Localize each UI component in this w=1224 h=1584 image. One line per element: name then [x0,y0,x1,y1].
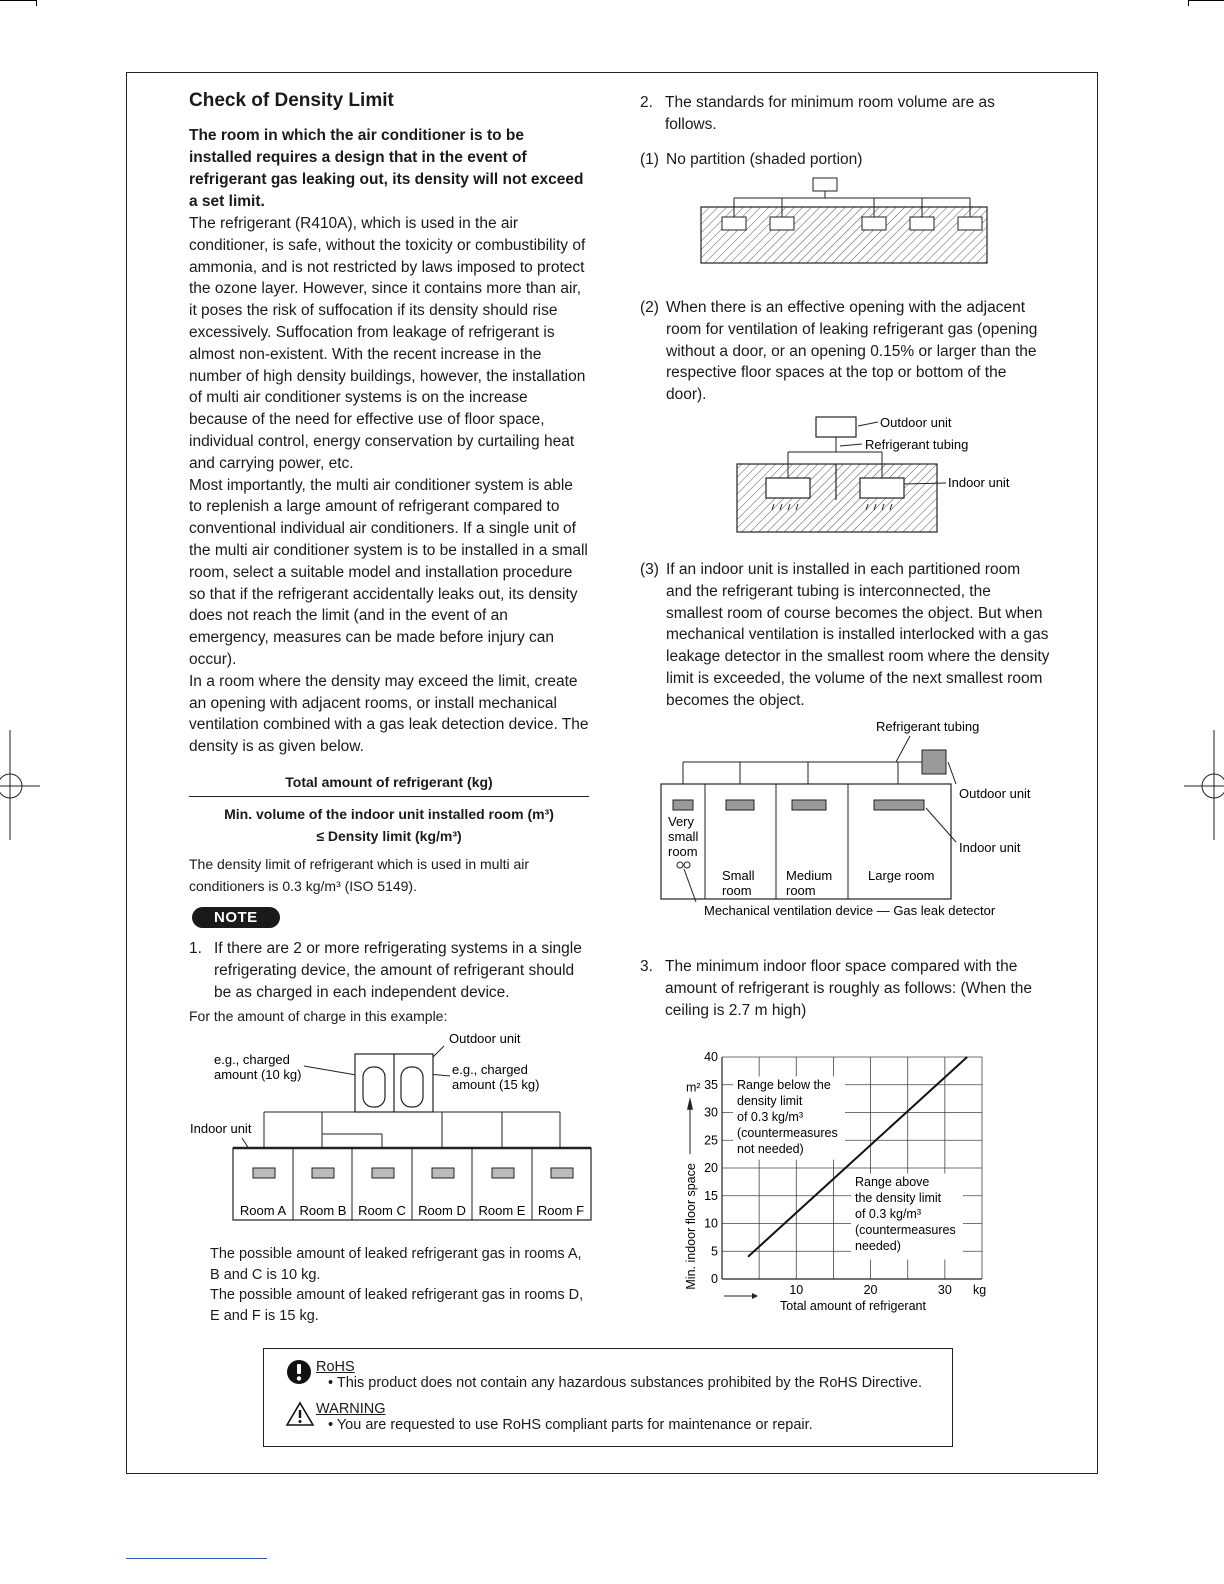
body-paragraph-1: The refrigerant (R410A), which is used in the air conditioner, is safe, without the toxicity or combustibility of ammonia, and is not restricted by laws imposed to protect the ozone layer. However, since it contains more than air, it poses the risk of suffocation if its density should rise excessively. Suffocation from leakage of refrigerant is almost non-existent. With the recent increase in the number of high density buildings, however, the installation of multi air conditioner systems is on the increase because of the need for effective use of floor space, individual control, energy conservation by curtailing heat and carrying power, etc. [189,215,586,472]
sub-item-3-block [640,559,1050,712]
indoor-unit-room-f [551,1168,573,1178]
rohs-notice-box [263,1348,953,1447]
left-column [189,90,589,1027]
chart-y-tick-label: 20 [704,1161,718,1175]
crop-mark-top-right [1188,0,1224,1]
diagram1-charged-10-line2: amount (10 kg) [214,1067,302,1082]
right-column [640,92,1050,170]
footer-rule [126,1558,267,1559]
room-c-label: Room C [358,1203,406,1218]
formula-numerator: Total amount of refrigerant (kg) [189,774,589,797]
chart-y-tick-label: 25 [704,1133,718,1148]
chart-y-unit: m² [686,1080,701,1095]
outdoor-unit-box [813,178,837,191]
chart-annotation-lower-line5: needed) [855,1238,901,1253]
chart-x-tick-label: 20 [863,1283,878,1297]
note-item-1 [189,938,589,1003]
rohs-heading: RoHS [316,1359,355,1375]
formula-denominator-line-1: Min. volume of the indoor unit installed room (m³) [224,805,554,822]
chart-annotation-lower-line4: (countermeasures [855,1222,956,1237]
room-a-label: Room A [239,1203,287,1218]
item-3-text: The minimum indoor floor space compared with the amount of refrigerant is roughly as follows: (When the ceiling is 2.7 m high) [665,958,1033,1019]
small-room-line1: Small [722,868,755,883]
diagram1-charged-15-line1: e.g., charged [452,1062,528,1077]
note-badge: NOTE [192,907,280,928]
compressor-15kg [401,1067,423,1107]
shaded-room [701,207,987,263]
sub-item-1 [640,149,1050,171]
very-small-room-line1: Very [668,814,695,829]
sub-item-3-number: (3) [640,561,659,578]
page-title: Check of Density Limit [189,90,394,111]
warning-triangle-icon [286,1401,314,1427]
rohs-row [286,1359,922,1391]
chart-annotation-upper-line3: of 0.3 kg/m³ [737,1109,803,1124]
leader-line [304,1066,362,1076]
no-partition-diagram [698,176,992,268]
warning-text: • You are requested to use RoHS compliant parts for maintenance or repair. [328,1417,813,1433]
indoor-unit-room-a [253,1168,275,1178]
item-2-number: 2. [640,94,653,111]
rohs-text: • This product does not contain any hazardous substances prohibited by the RoHS Directive. [328,1375,923,1391]
leader-line [432,1046,444,1058]
chart-annotation-lower-line3: of 0.3 kg/m³ [855,1206,921,1221]
indoor-unit-room-e [492,1168,514,1178]
leak-note-def: The possible amount of leaked refrigerant gas in rooms D, E and F is 15 kg. [210,1287,584,1324]
exclamation-icon [286,1359,312,1385]
density-limit-text: The density limit of refrigerant which is used in multi air conditioners is 0.3 kg/m³ (ISO 5149). [189,855,530,894]
indoor-unit-small [726,800,754,810]
crop-mark-top-left [0,0,36,1]
item-3-number: 3. [640,958,653,975]
sub-item-2 [640,297,1050,406]
chart-y-label: Min. indoor floor space [684,1163,698,1290]
indoor-unit-room-c [372,1168,394,1178]
partitioned-rooms-diagram [652,716,1052,926]
sub-item-2-number: (2) [640,299,659,316]
sub-item-3-text: If an indoor unit is installed in each partitioned room and the refrigerant tubing is interconnected, the smallest room of course becomes the object. But when mechanical ventilation is installed interlocked with a gas leakage detector in the smallest room where the density limit is exceeded, the volume of the next smallest room becomes the object. [666,561,1050,709]
chart-y-tick-label: 15 [704,1188,718,1203]
item-3-block [640,956,1050,1021]
registration-mark-left [0,730,40,840]
diagram3-tubing-label: Refrigerant tubing [876,719,980,734]
item-2-text: The standards for minimum room volume are as follows. [665,94,995,133]
sub-item-3 [640,559,1050,712]
indoor-unit-medium [792,800,826,810]
registration-mark-right [1184,730,1224,840]
lead-paragraph: The room in which the air conditioner is to be installed requires a design that in the event of refrigerant gas leaking out, its density will not exceed a set limit. [189,127,584,210]
leader-line [858,422,878,426]
chart-y-tick-label: 40 [704,1050,718,1064]
chart-y-tick-label: 0 [711,1272,718,1286]
outdoor-unit-box [922,750,946,774]
room-b-label: Room B [299,1203,347,1218]
outdoor-unit-box [816,417,856,437]
chart-y-tick-label: 10 [704,1216,718,1231]
body-paragraph-3: In a room where the density may exceed the limit, create an opening with adjacent rooms, or install mechanical ventilation combined with a gas leak detection device. The density is as given below. [189,672,589,756]
body-paragraph-2: Most importantly, the multi air conditioner system is able to replenish a large amount of refrigerant compared to conventional individual air conditioners. If a single unit of the multi air conditioner system is to be installed in a small room, select a suitable model and installation procedure so that if the refrigerant accidentally leaks out, its density does not reach the limit (and in the event of an emergency, measures can be made before injury can occur). [189,476,588,668]
diagram3-indoor-unit-label: Indoor unit [959,840,1021,855]
sub-item-2-block [640,297,1050,406]
charge-example-diagram [186,1026,596,1226]
chart-x-unit: kg [973,1283,987,1297]
compressor-10kg [363,1067,385,1107]
diagram2-indoor-unit-label: Indoor unit [948,475,1010,490]
chart-x-tick-label: 30 [937,1283,952,1297]
indoor-unit-right [860,478,904,498]
leader-line [896,736,910,762]
diagram1-charged-15-line2: amount (15 kg) [452,1077,540,1092]
sub-item-1-text: No partition (shaded portion) [666,150,863,168]
formula-denominator [189,797,589,847]
crop-mark-top-right-v [1188,0,1189,6]
chart-x-label: Total amount of refrigerant [780,1299,926,1313]
example-caption: For the amount of charge in this example: [189,1008,448,1025]
diagram3-outdoor-unit-label: Outdoor unit [959,786,1031,801]
crop-mark-top-left-v [36,0,37,6]
indoor-unit-left [766,478,810,498]
indoor-unit-large [874,800,924,810]
chart-annotation-lower-line1: Range above [855,1174,930,1189]
large-room-label: Large room [868,868,935,883]
indoor-unit-room-d [432,1168,454,1178]
chart-y-ticks [704,1050,718,1286]
room-e-label: Room E [478,1203,526,1218]
leader-line [840,444,862,446]
note-item-1-text: If there are 2 or more refrigerating systems in a single refrigerating device, the amount of refrigerant should be as charged in each independent device. [214,939,582,1001]
item-2 [640,92,1050,136]
floor-space-chart [676,1040,1006,1320]
diagram2-outdoor-unit-label: Outdoor unit [880,415,952,430]
density-formula [189,774,589,847]
diagram2-tubing-label: Refrigerant tubing [865,437,969,452]
item-3 [640,956,1050,1021]
chart-annotation-upper-line1: Range below the [737,1077,831,1092]
sub-item-2-text: When there is an effective opening with the adjacent room for ventilation of leaking refrigerant gas (opening without a door, or an opening 0.15% or larger than the respective floor spaces at the top or bottom of the door). [666,299,1038,404]
medium-room-line2: room [786,883,816,898]
chart-annotation-upper-line2: density limit [737,1093,803,1108]
diagram1-charged-10-line1: e.g., charged [214,1052,290,1067]
indoor-unit-very-small [673,800,693,810]
leak-note-abc: The possible amount of leaked refrigerant gas in rooms A, B and C is 10 kg. [210,1246,582,1283]
small-room-line2: room [722,883,752,898]
diagram1-indoor-unit-label: Indoor unit [190,1121,252,1136]
chart-x-ticks [789,1283,952,1297]
ventilation-label: Mechanical ventilation device — Gas leak detector [704,903,996,918]
x-arrow-head [752,1293,758,1299]
formula-denominator-line-2: ≤ Density limit (kg/m³) [316,827,462,844]
leak-notes [189,1244,589,1326]
note-item-1-number: 1. [189,939,202,957]
room-f-label: Room F [537,1203,585,1218]
opening-diagram [734,412,1034,536]
chart-y-tick-label: 30 [704,1105,718,1120]
y-arrow-head [687,1097,693,1110]
chart-y-tick-label: 5 [711,1244,718,1259]
chart-y-tick-label: 35 [704,1077,718,1092]
diagram1-outdoor-unit-label: Outdoor unit [449,1031,521,1046]
chart-x-tick-label: 10 [789,1283,804,1297]
warning-heading: WARNING [316,1401,386,1417]
leader-line [948,762,956,784]
very-small-room-line2: small [668,829,699,844]
indoor-unit-room-b [312,1168,334,1178]
very-small-room-line3: room [668,844,698,859]
medium-room-line1: Medium [786,868,833,883]
warning-row [286,1401,813,1433]
chart-annotation-upper-line4: (countermeasures [737,1125,838,1140]
chart-annotation-upper-line5: not needed) [737,1141,804,1156]
chart-annotation-lower-line2: the density limit [855,1190,942,1205]
sub-item-1-number: (1) [640,150,659,168]
room-d-label: Room D [418,1203,466,1218]
